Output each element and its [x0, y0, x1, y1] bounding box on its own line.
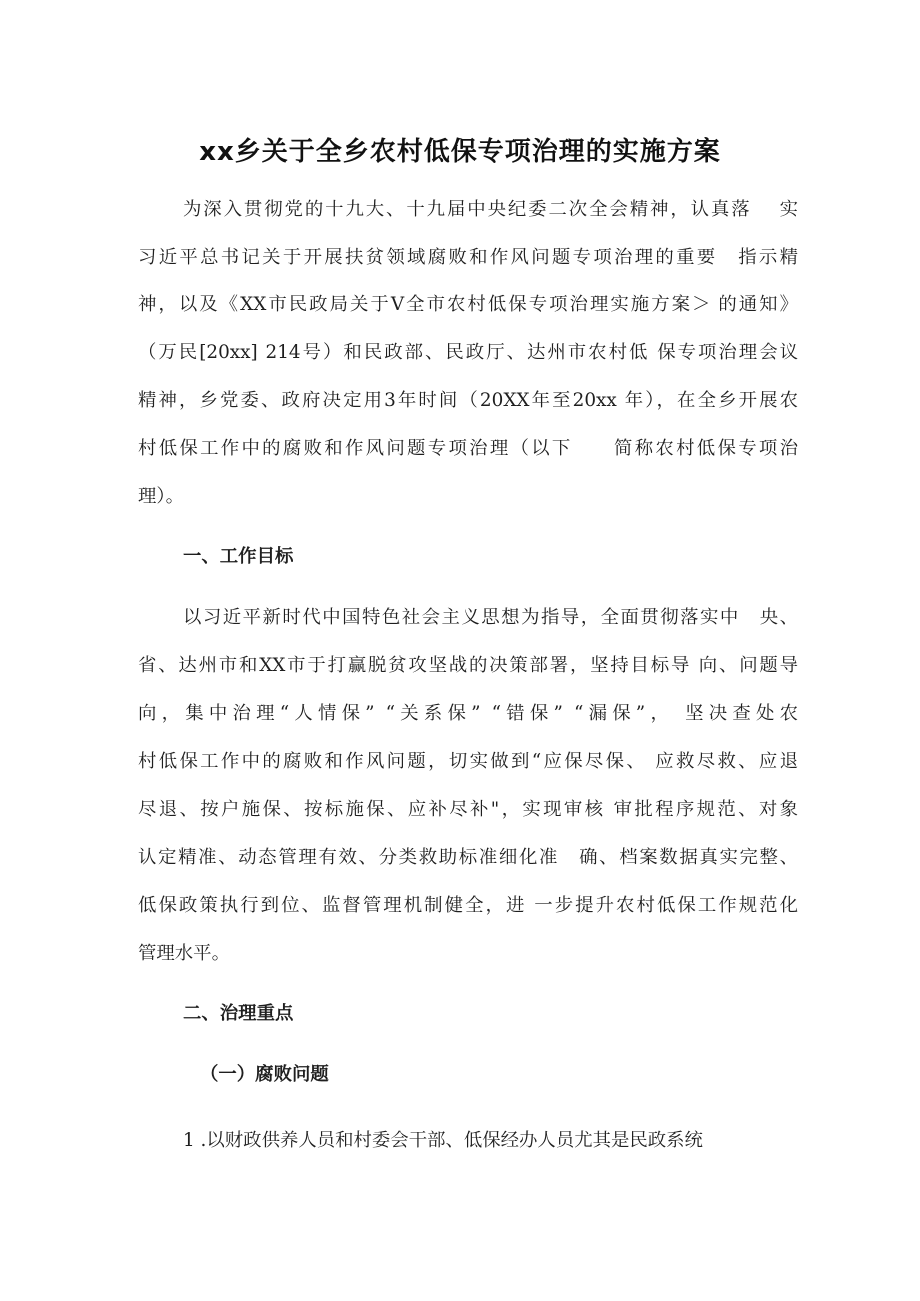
paragraph-line: 村低保工作中的腐败和作风问题专项治理（以下 简称农村低保专项治: [138, 438, 798, 459]
paragraph-line: 认定精准、动态管理有效、分类救助标准细化准 确、档案数据真实完整、: [138, 847, 798, 868]
section-heading-focus: 二、治理重点: [183, 1003, 294, 1024]
paragraph-line: 低保政策执行到位、监督管理机制健全，进 一步提升农村低保工作规范化: [138, 895, 798, 916]
paragraph-line: 精神，乡党委、政府决定用3年时间（20XX年至20xx 年），在全乡开展农: [138, 390, 798, 411]
paragraph-line: 理）。: [138, 486, 184, 507]
paragraph-line: （万民[20xx] 214号）和民政部、民政厅、达州市农村低 保专项治理会议: [138, 342, 798, 363]
paragraph-line: 神，以及《XX市民政局关于V全市农村低保专项治理实施方案＞ 的通知》: [138, 294, 798, 315]
paragraph-line: 习近平总书记关于开展扶贫领域腐败和作风问题专项治理的重要 指示精: [138, 247, 798, 268]
list-item: 1 .以财政供养人员和村委会干部、低保经办人员尤其是民政系统: [183, 1130, 703, 1151]
paragraph-line: 为深入贯彻党的十九大、十九届中央纪委二次全会精神，认真落 实: [183, 199, 798, 220]
paragraph-line: 管理水平。: [138, 943, 230, 964]
paragraph-line: 尽退、按户施保、按标施保、应补尽补"，实现审核 审批程序规范、对象: [138, 799, 798, 820]
paragraph-line: 省、达州市和XX市于打赢脱贫攻坚战的决策部署，坚持目标导 向、问题导: [138, 655, 798, 676]
paragraph-line: 村低保工作中的腐败和作风问题，切实做到“应保尽保、 应救尽救、应退: [138, 751, 798, 772]
paragraph-line: 向，集中治理“人情保” “关系保” “错保” “漏保”， 坚决查处农: [138, 703, 798, 724]
section-heading-goals: 一、工作目标: [183, 546, 294, 567]
subsection-heading-corruption: （一）腐败问题: [200, 1064, 329, 1085]
paragraph-line: 以习近平新时代中国特色社会主义思想为指导，全面贯彻落实中 央、: [183, 607, 798, 628]
document-title: xx乡关于全乡农村低保专项治理的实施方案: [199, 137, 721, 167]
